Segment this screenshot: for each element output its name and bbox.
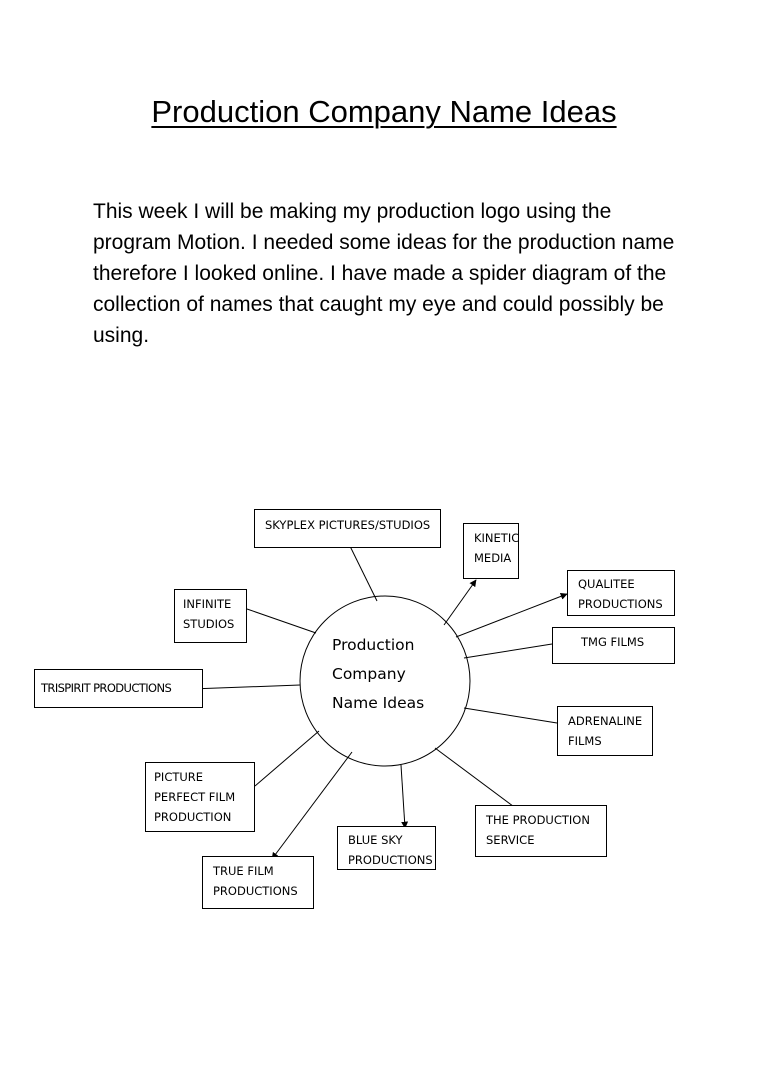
center-label: Production Company Name Ideas <box>332 636 425 712</box>
connector-blue-sky <box>401 765 405 828</box>
node-tmg-films: TMG FILMS <box>552 627 675 664</box>
node-qualitee-productions: QUALITEE PRODUCTIONS <box>567 570 675 616</box>
connector-picture-perfect <box>255 731 319 786</box>
connector-qualitee <box>456 594 567 637</box>
page-title: Production Company Name Ideas <box>151 94 617 129</box>
connector-tmg <box>464 644 552 658</box>
intro-paragraph: This week I will be making my production logo using the program Motion. I needed some ideas for the production name therefore I looked online. I have made a spider diagram of the collection of names that caught my eye and could possibly be using. <box>93 200 675 347</box>
node-skyplex-pictures: SKYPLEX PICTURES/STUDIOS <box>254 509 441 548</box>
node-adrenaline-films: ADRENALINE FILMS <box>557 706 653 756</box>
connector-adrenaline <box>464 708 557 723</box>
node-picture-perfect-film: PICTURE PERFECT FILM PRODUCTION <box>145 762 255 832</box>
node-trispirit-productions: TRISPIRIT PRODUCTIONS <box>34 669 203 708</box>
node-infinite-studios: INFINITE STUDIOS <box>174 589 247 643</box>
node-the-production-service: THE PRODUCTION SERVICE <box>475 805 607 857</box>
connector-infinite <box>247 609 316 633</box>
connector-trispirit <box>191 685 300 689</box>
node-kinetic-media: KINETIC MEDIA <box>463 523 519 579</box>
connector-kinetic <box>444 580 476 625</box>
node-blue-sky-productions: BLUE SKY PRODUCTIONS <box>337 826 436 870</box>
connector-production-service <box>435 748 521 812</box>
node-true-film-productions: TRUE FILM PRODUCTIONS <box>202 856 314 909</box>
